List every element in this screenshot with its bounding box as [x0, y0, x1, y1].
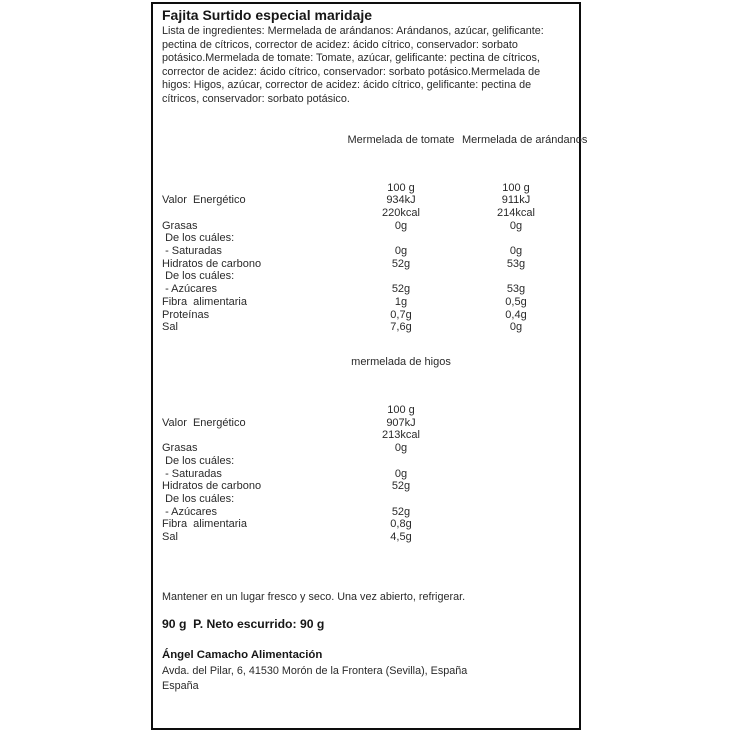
value-higos: 907kJ [386, 416, 416, 429]
nutrient-label [162, 182, 340, 195]
value-higos: 0,8g [390, 518, 412, 531]
empty-cell [462, 506, 570, 519]
manufacturer-name: Ángel Camacho Alimentación [162, 649, 323, 662]
table-row [162, 245, 570, 258]
nutrient-label: Valor Energético [162, 194, 246, 207]
table-row [162, 506, 570, 519]
table-row [162, 207, 570, 220]
nutrient-label: De los cuáles: [162, 492, 235, 505]
nutrient-label: Proteínas [162, 308, 210, 321]
value-tomate: 0,7g [390, 308, 412, 321]
nutrient-label [162, 404, 340, 417]
value-arandanos [462, 270, 570, 283]
nutrition-table-2-header [162, 356, 570, 369]
nutrient-label: Sal [162, 531, 178, 544]
value-arandanos [462, 232, 570, 245]
empty-cell [462, 531, 570, 544]
product-label-box [151, 2, 588, 730]
value-arandanos: 53g [506, 257, 526, 270]
nutrient-label [162, 207, 340, 220]
value-tomate: 7,6g [390, 321, 412, 334]
nutrient-label: Fibra alimentaria [162, 518, 247, 531]
nutrient-label: De los cuáles: [162, 232, 235, 245]
nutrient-label: Sal [162, 321, 178, 334]
empty-cell [462, 429, 570, 442]
column-header-higos: mermelada de higos [351, 356, 451, 368]
nutrient-label: - Azúcares [162, 505, 218, 518]
nutrition-table-1-body [162, 182, 570, 334]
value-tomate: 52g [391, 257, 411, 270]
nutrient-label: Hidratos de carbono [162, 257, 262, 270]
table-row [162, 518, 570, 531]
table-row [162, 442, 570, 455]
nutrient-label: - Azúcares [162, 283, 218, 296]
table-row [162, 232, 570, 245]
table-row [162, 220, 570, 233]
nutrition-table-tomate-arandanos [162, 133, 588, 334]
value-tomate: 0g [394, 219, 408, 232]
value-higos: 100 g [387, 404, 415, 416]
product-title: Fajita Surtido especial maridaje [162, 7, 373, 23]
nutrient-label: Grasas [162, 442, 198, 455]
value-tomate: 0g [394, 245, 408, 258]
empty-cell [462, 468, 570, 481]
table-row [162, 468, 570, 481]
ingredients-text: Lista de ingredientes: Mermelada de arándanos: Arándanos, azúcar, gelificante: pectina de cítricos, corrector de acidez: ácido cítrico, conservador: sorbato potásico.Mermelada de tomate: Tomate, azúcar, gelificante: pectina de cítricos, corrector de acidez: ácido cítrico, conservador: sorbato potásico.Mermelada de higos: Higos, azúcar, corrector de acidez: ácido cítrico, gelificante: pectina de cítricos, conservador: sorbato potásico. [162, 25, 544, 105]
table-row [162, 404, 570, 417]
header-spacer [162, 134, 340, 147]
empty-cell [462, 404, 570, 417]
column-header-arandanos: Mermelada de arándanos [462, 133, 588, 146]
value-tomate: 220kcal [382, 206, 420, 219]
value-higos [340, 455, 462, 468]
table-row [162, 296, 570, 309]
manufacturer-address: Avda. del Pilar, 6, 41530 Morón de la Frontera (Sevilla), España [162, 664, 468, 677]
nutrient-label: - Saturadas [162, 467, 222, 480]
empty-cell [462, 493, 570, 506]
nutrient-label: - Saturadas [162, 245, 222, 258]
table-row [162, 493, 570, 506]
value-higos: 52g [391, 505, 411, 518]
value-arandanos: 0g [509, 219, 523, 232]
nutrient-label: De los cuáles: [162, 454, 235, 467]
manufacturer-country: España [162, 680, 199, 693]
table-row [162, 182, 570, 195]
value-arandanos: 0,5g [505, 295, 527, 308]
empty-cell [462, 455, 570, 468]
value-arandanos: 911kJ [501, 194, 531, 207]
nutrition-table-higos [162, 356, 570, 544]
value-tomate: 52g [391, 283, 411, 296]
empty-cell [462, 480, 570, 493]
value-arandanos: 0g [509, 321, 523, 334]
column-header-tomate: Mermelada de tomate [347, 133, 455, 146]
value-tomate: 1g [394, 295, 408, 308]
table-row [162, 270, 570, 283]
header-spacer [162, 356, 340, 369]
empty-cell [462, 442, 570, 455]
table-row [162, 531, 570, 544]
table-row [162, 258, 570, 271]
nutrient-label: Hidratos de carbono [162, 480, 262, 493]
value-higos: 213kcal [382, 429, 420, 442]
table-row [162, 194, 570, 207]
value-tomate: 100 g [387, 181, 415, 194]
nutrient-label: Fibra alimentaria [162, 295, 247, 308]
nutrition-table-1-header [162, 133, 588, 147]
table-row [162, 455, 570, 468]
manufacturer-block [162, 648, 570, 695]
value-arandanos: 0,4g [505, 308, 527, 321]
value-tomate [340, 232, 462, 245]
nutrient-label: Grasas [162, 219, 198, 232]
storage-instructions: Mantener en un lugar fresco y seco. Una vez abierto, refrigerar. [162, 590, 466, 603]
value-higos: 0g [394, 467, 408, 480]
nutrient-label: De los cuáles: [162, 270, 235, 283]
empty-cell [462, 417, 570, 430]
table-row [162, 283, 570, 296]
value-higos: 0g [394, 442, 408, 455]
table-row [162, 321, 570, 334]
nutrient-label [162, 429, 340, 442]
value-higos [340, 493, 462, 506]
header-spacer [462, 356, 570, 369]
value-tomate [340, 270, 462, 283]
value-arandanos: 53g [506, 283, 526, 296]
value-arandanos: 0g [509, 245, 523, 258]
value-arandanos: 214kcal [497, 206, 535, 219]
nutrition-table-2-body [162, 404, 570, 544]
value-tomate: 934kJ [386, 194, 416, 207]
value-higos: 52g [391, 480, 411, 493]
empty-cell [462, 518, 570, 531]
value-higos: 4,5g [390, 531, 412, 544]
table-row [162, 480, 570, 493]
table-row [162, 309, 570, 322]
value-arandanos: 100 g [502, 181, 530, 194]
net-weight: 90 g P. Neto escurrido: 90 g [162, 617, 325, 632]
table-row [162, 429, 570, 442]
table-row [162, 417, 570, 430]
nutrient-label: Valor Energético [162, 416, 246, 429]
